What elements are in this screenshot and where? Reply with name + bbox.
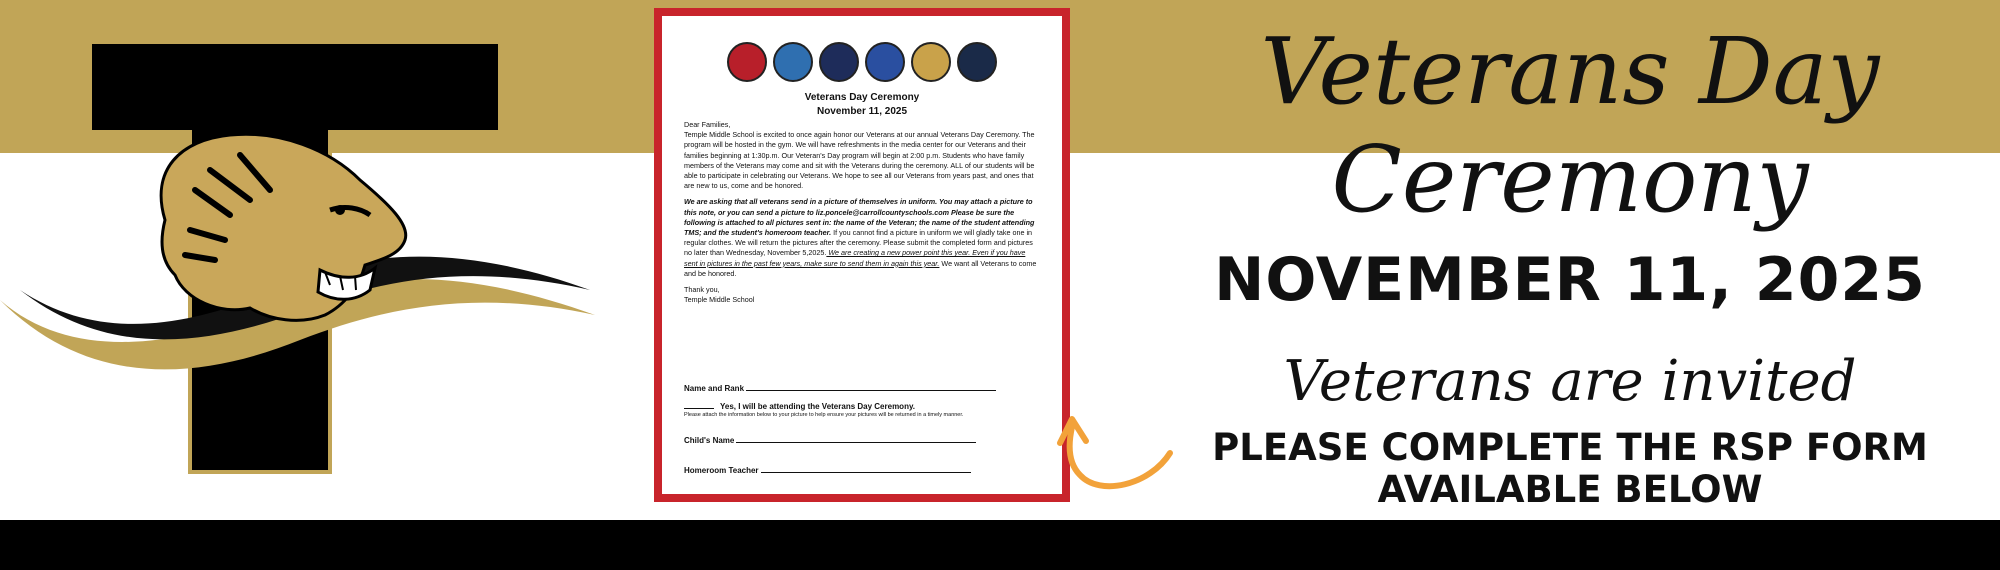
headline-block — [1140, 0, 2000, 520]
military-seals-row — [662, 42, 1062, 82]
attending-label: Yes, I will be attending the Veterans Day Ceremony. — [720, 402, 916, 411]
tiger-mascot-t-logo — [0, 40, 600, 480]
flyer-body — [684, 120, 1040, 305]
air-force-seal-icon — [865, 42, 905, 82]
navy-seal-icon — [819, 42, 859, 82]
flyer-paragraph-2-underline: We are creating a new power point this year. Even if you have sent in pictures in the past few years, make sure to send them in again this year. — [684, 248, 1026, 268]
flyer-document — [654, 8, 1070, 502]
headline-date: NOVEMBER 11, 2025 — [1214, 245, 1926, 315]
cta-line-2: AVAILABLE BELOW — [1377, 468, 1763, 511]
attending-checkbox-field[interactable] — [684, 400, 915, 411]
flyer-closing: Thank you, — [684, 285, 720, 295]
army-seal-icon — [911, 42, 951, 82]
flyer-note: Please attach the information below to your picture to help ensure your pictures will be returned in a timely manner. — [684, 412, 964, 418]
flyer-paragraph-2-end: We want all Veterans to come and be honored. — [684, 258, 1037, 278]
flyer-paragraph-2-bold: We are asking that all veterans send in a picture of themselves in uniform. You may attach a picture to this note, or you can send a picture to liz.poncele@carrollcountyschools.com Please be sure the following is attached to all pictures sent in: the name of the Veteran; the name of the student attending TMS; and the student's homeroom teacher. — [684, 197, 1035, 238]
coast-guard-seal-icon — [773, 42, 813, 82]
space-force-seal-icon — [957, 42, 997, 82]
headline-line-1: Veterans Day — [1260, 18, 1880, 125]
invite-text: Veterans are invited — [1283, 349, 1857, 414]
flyer-greeting: Dear Families, — [684, 120, 731, 129]
homeroom-teacher-field[interactable] — [684, 464, 971, 475]
flyer-signature: Temple Middle School — [684, 295, 755, 305]
flyer-paragraph-2-rest: If you cannot find a picture in uniform we will gladly take one in regular clothes. We will return the pictures after the ceremony. Please submit the completed form and pictures no later than Wednesday, November 5,2025. — [684, 228, 1033, 258]
flyer-paragraph-1: Temple Middle School is excited to once again honor our Veterans at our annual Veterans Day Ceremony. The program will be hosted in the gym. We will have refreshments in the media center for our Veterans and their families beginning at 1:30p.m. Our Veteran's Day program will begin at 2:00 p.m. Students who have family members of the Veterans may come and sit with the Veterans during the ceremony. ALL of our students will be able to participate in celebrating our Veterans. We hope to see all our Veterans from years past, and ones that are new to us, come and be honored. — [684, 130, 1035, 191]
flyer-paragraph-2 — [684, 197, 1040, 279]
child-name-field[interactable] — [684, 434, 976, 445]
child-name-label: Child's Name — [684, 436, 735, 445]
black-footer-band — [0, 520, 2000, 570]
name-rank-field[interactable] — [684, 382, 996, 393]
name-rank-label: Name and Rank — [684, 384, 745, 393]
cta-line-1: PLEASE COMPLETE THE RSP FORM — [1212, 426, 1928, 469]
flyer-page — [662, 16, 1062, 494]
headline-line-2: Ceremony — [1331, 126, 1809, 233]
marine-corps-seal-icon — [727, 42, 767, 82]
flyer-date: November 11, 2025 — [816, 106, 908, 117]
flyer-title: Veterans Day Ceremony — [804, 92, 920, 103]
homeroom-teacher-label: Homeroom Teacher — [684, 466, 759, 475]
